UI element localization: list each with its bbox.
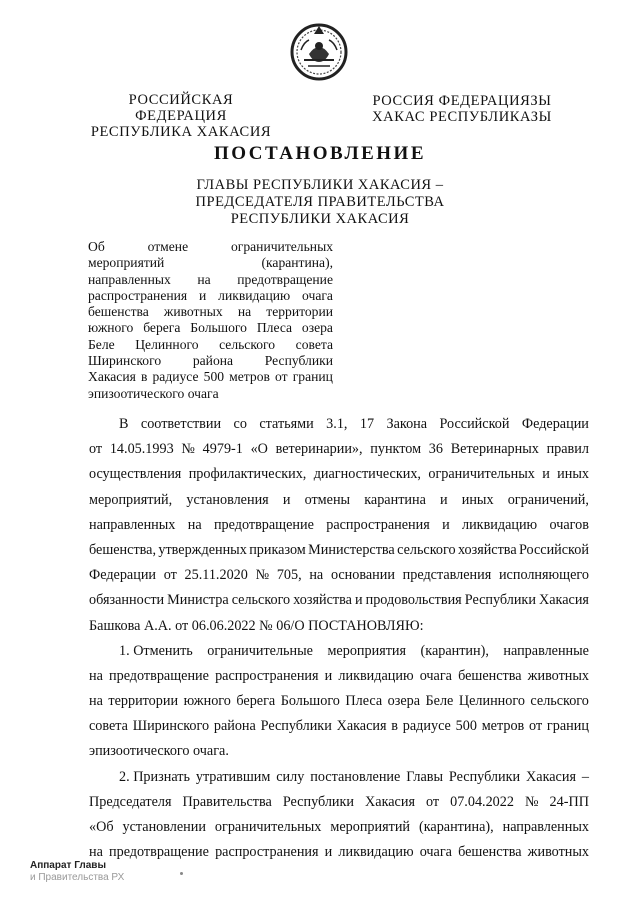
body-word: карантина — [364, 491, 426, 508]
body-word: от — [163, 567, 177, 584]
body-word: Ширинского — [132, 718, 210, 735]
coat-of-arms-emblem — [288, 20, 350, 82]
body-word: правил — [546, 441, 589, 458]
body-word: и — [324, 844, 333, 861]
body-line — [89, 714, 589, 739]
body-word: направленные — [503, 642, 589, 659]
body-word: основании — [330, 567, 395, 584]
body-line — [89, 840, 589, 865]
body-word: и — [440, 491, 448, 508]
body-word: на — [89, 667, 103, 684]
body-word: территории — [108, 693, 179, 710]
subject-word: в — [140, 369, 148, 385]
body-word: Главы — [406, 768, 443, 785]
body-word: распространения — [326, 516, 430, 533]
body-line — [89, 538, 589, 563]
body-word: мероприятий, — [89, 491, 173, 508]
body-word: Хакасия — [526, 768, 576, 785]
subject-word: животных — [163, 304, 223, 320]
subject-line — [88, 288, 333, 304]
body-word: № — [181, 441, 195, 458]
body-word: № — [255, 567, 270, 584]
subject-line — [88, 386, 333, 402]
body-word: в — [391, 718, 398, 735]
subject-line — [88, 272, 333, 288]
body-word: ликвидацию — [338, 667, 414, 684]
subject-word: на — [197, 271, 211, 287]
body-word: Хакасия — [336, 718, 387, 735]
subject-word: радиусе — [152, 369, 199, 385]
subject-word: отмене — [147, 239, 189, 254]
body-word: очага — [419, 844, 452, 861]
body-word: берега — [236, 693, 276, 710]
subject-word: совета — [295, 336, 333, 352]
body-word: Российской — [519, 541, 589, 558]
body-word: бешенства — [458, 667, 522, 684]
body-word: осуществления — [89, 466, 182, 483]
subject-word: территории — [266, 304, 333, 320]
body-word: представления — [402, 567, 492, 584]
subject-word: метров — [229, 369, 270, 385]
body-word: сельского — [397, 541, 456, 558]
body-word: очага — [419, 667, 452, 684]
body-word: продовольствия — [365, 592, 462, 609]
header-right-line-2: ХАКАС РЕСПУБЛИКАЗЫ — [372, 109, 552, 125]
subject-word: на — [237, 304, 252, 320]
body-word: и — [324, 667, 333, 684]
subject-word: очага — [302, 287, 333, 303]
subject-line — [88, 239, 333, 255]
body-word: на — [309, 567, 324, 584]
subject-word: (карантина), — [261, 255, 333, 271]
subject-line — [88, 353, 333, 369]
sender-stamp — [30, 860, 124, 884]
body-word: 14.05.1993 — [109, 441, 174, 458]
body-word: диагностических, — [313, 466, 421, 483]
body-word: Федерации — [89, 567, 157, 584]
body-word: установления — [186, 491, 269, 508]
body-word: ветеринарии», — [275, 441, 363, 458]
body-word: (карантин), — [420, 642, 489, 659]
body-word: Закона — [386, 416, 428, 432]
document-subtitle — [160, 177, 480, 228]
body-word: совета — [89, 718, 128, 735]
body-line — [89, 664, 589, 689]
body-line — [89, 639, 589, 664]
body-line — [89, 563, 589, 588]
body-line — [89, 815, 589, 840]
body-word: хозяйства — [457, 541, 517, 558]
body-line — [89, 790, 589, 815]
body-word: ограничительных — [214, 819, 322, 835]
subject-line — [88, 304, 333, 320]
body-word: установлении — [122, 819, 206, 835]
body-word: № — [524, 793, 539, 810]
subtitle-line-3: РЕСПУБЛИКИ ХАКАСИЯ — [230, 211, 410, 227]
body-word: (карантина), — [419, 819, 494, 835]
body-line — [89, 765, 589, 790]
body-word: 36 — [428, 441, 443, 458]
body-word: на — [89, 844, 103, 861]
subject-line — [88, 337, 333, 353]
body-word: утратившим — [195, 768, 271, 785]
body-word: ограничений, — [507, 491, 589, 508]
body-word: на — [187, 516, 202, 533]
subject-word: ограничительных — [230, 239, 333, 254]
body-word: и — [354, 592, 363, 609]
body-word: бешенства, — [89, 541, 156, 558]
subject-line — [88, 255, 333, 271]
header-left-line-2: РЕСПУБЛИКА ХАКАСИЯ — [90, 124, 272, 140]
body-word: животных — [527, 667, 589, 684]
body-word: Российской — [439, 416, 510, 432]
body-word: Беле — [425, 693, 454, 710]
subject-word: эпизоотического очага — [88, 385, 219, 401]
body-word: Министерства — [308, 541, 395, 558]
body-word: 1. Отменить — [119, 642, 193, 659]
body-line — [89, 412, 589, 437]
body-word: Федерации — [521, 416, 589, 432]
body-word: и — [282, 491, 291, 508]
body-word: южного — [183, 693, 231, 710]
body-word: бешенства — [458, 844, 522, 861]
subject-word: берега — [143, 320, 181, 336]
body-word: метров — [481, 718, 525, 735]
subject-word: сельского — [219, 336, 276, 352]
subject-word: Республики — [264, 353, 333, 369]
body-word: района — [213, 718, 256, 735]
body-word: Большого — [280, 693, 340, 710]
body-line — [89, 614, 589, 639]
body-word: ликвидацию — [338, 844, 414, 861]
subject-word: Целинного — [135, 336, 199, 352]
body-line — [89, 588, 589, 613]
document-title: ПОСТАНОВЛЕНИЕ — [213, 143, 427, 164]
body-line — [89, 437, 589, 462]
body-line — [89, 488, 589, 513]
subject-line — [88, 369, 333, 385]
body-word: 25.11.2020 — [184, 567, 248, 584]
body-word: – — [581, 768, 589, 785]
body-word: направленных — [89, 516, 176, 533]
subject-word: южного — [88, 320, 134, 336]
body-word: озера — [387, 693, 421, 710]
body-word: ликвидацию — [462, 516, 538, 533]
body-word: утвержденных — [158, 541, 247, 558]
body-word: 705, — [276, 567, 302, 584]
body-word: от — [89, 441, 103, 458]
body-word: распространения — [215, 667, 319, 684]
body-line — [89, 513, 589, 538]
body-line — [89, 462, 589, 487]
body-word: распространения — [215, 844, 319, 861]
body-word: 17 — [359, 416, 375, 432]
body-word: и — [542, 466, 550, 483]
body-word: со — [233, 416, 247, 432]
body-word: 3.1, — [326, 416, 348, 432]
subject-word: Беле — [88, 336, 115, 352]
body-word: направленных — [502, 819, 589, 835]
body-word: Министра — [167, 592, 229, 609]
subject-word: предотвращение — [237, 271, 333, 287]
body-word: Республики — [282, 793, 355, 810]
body-word: от — [529, 718, 543, 735]
body-word: 24-ПП — [549, 793, 589, 810]
stamp-line-2: и Правительства РХ — [30, 872, 125, 883]
body-word: радиусе — [402, 718, 451, 735]
document-body — [89, 412, 589, 865]
body-word: соответствии — [140, 416, 222, 432]
body-word: животных — [527, 844, 589, 861]
body-word: 07.04.2022 — [450, 793, 514, 810]
subject-line — [88, 320, 333, 336]
body-word: от — [425, 793, 440, 810]
body-word: Председателя — [89, 793, 172, 810]
header-left-line-1: РОССИЙСКАЯ ФЕДЕРАЦИЯ — [128, 92, 234, 124]
body-word: Хакасия — [365, 793, 415, 810]
body-line — [89, 689, 589, 714]
subtitle-line-2: ПРЕДСЕДАТЕЛЯ ПРАВИТЕЛЬСТВА — [195, 194, 445, 210]
body-word: на — [89, 693, 103, 710]
subject-word: и — [199, 287, 207, 303]
body-word: Республики — [260, 718, 332, 735]
body-word: очагов — [549, 516, 589, 533]
body-text: эпизоотического очага. — [89, 743, 229, 760]
body-word: иных — [461, 491, 494, 508]
body-word: силу — [276, 768, 305, 785]
body-text: Башкова А.А. от 06.06.2022 № 06/О ПОСТАНОВЛЯЮ: — [89, 617, 424, 634]
subject-word: озера — [301, 320, 333, 336]
subject-word: распространения — [88, 287, 188, 303]
body-word: Республики — [464, 592, 536, 609]
body-word: ограничительных — [428, 466, 535, 483]
body-word: хозяйства — [293, 592, 352, 609]
subject-word: Хакасия — [88, 369, 136, 385]
body-word: 4979-1 — [202, 441, 243, 458]
body-word: Плеса — [345, 693, 383, 710]
body-word: статьями — [259, 416, 314, 432]
body-word: иных — [557, 466, 589, 483]
body-word: профилактических, — [188, 466, 307, 483]
subject-word: мероприятий — [88, 255, 165, 271]
subject-word: Плеса — [256, 320, 293, 336]
subtitle-line-1: ГЛАВЫ РЕСПУБЛИКИ ХАКАСИЯ – — [196, 177, 444, 193]
subject-word: бешенства — [88, 304, 149, 320]
body-word: Ветеринарных — [450, 441, 539, 458]
document-subject — [88, 239, 333, 402]
body-word: «О — [250, 441, 268, 458]
subject-word: от — [275, 369, 288, 385]
body-word: границ — [546, 718, 589, 735]
subject-word: 500 — [203, 369, 225, 385]
subject-word: Большого — [190, 320, 247, 336]
body-word: постановление — [310, 768, 401, 785]
subject-word: Об — [88, 239, 105, 254]
body-word: отмены — [304, 491, 351, 508]
body-word: приказом — [249, 541, 306, 558]
header-right — [372, 93, 552, 125]
body-word: Хакасия — [539, 592, 589, 609]
body-word: 2. Признать — [119, 768, 190, 785]
subject-word: ликвидацию — [218, 287, 291, 303]
body-word: предотвращение — [109, 667, 209, 684]
body-word: исполняющего — [498, 567, 589, 584]
header-right-line-1: РОССИЯ ФЕДЕРАЦИЯЗЫ — [372, 93, 552, 109]
body-word: сельского — [231, 592, 291, 609]
body-word: сельского — [530, 693, 589, 710]
body-word: обязанности — [89, 592, 165, 609]
body-word: ограничительные — [207, 642, 313, 659]
body-word: Республики — [448, 768, 521, 785]
stamp-line-1: Аппарат Главы — [30, 860, 106, 871]
body-word: пунктом — [370, 441, 422, 458]
scan-speck — [180, 872, 183, 875]
body-word: Правительства — [182, 793, 272, 810]
body-line — [89, 739, 589, 764]
subject-word: Ширинского — [88, 353, 162, 369]
body-word: и — [442, 516, 450, 533]
body-word: предотвращение — [109, 844, 209, 861]
header-left — [86, 92, 276, 140]
body-word: Целинного — [458, 693, 525, 710]
body-word: предотвращение — [213, 516, 314, 533]
body-word: мероприятия — [327, 642, 407, 659]
body-word: В — [119, 416, 129, 432]
subject-word: границ — [292, 369, 333, 385]
subject-word: района — [192, 353, 234, 369]
body-word: мероприятий — [330, 819, 411, 835]
body-word: 500 — [455, 718, 477, 735]
subject-word: направленных — [88, 271, 171, 287]
body-word: «Об — [89, 819, 114, 835]
